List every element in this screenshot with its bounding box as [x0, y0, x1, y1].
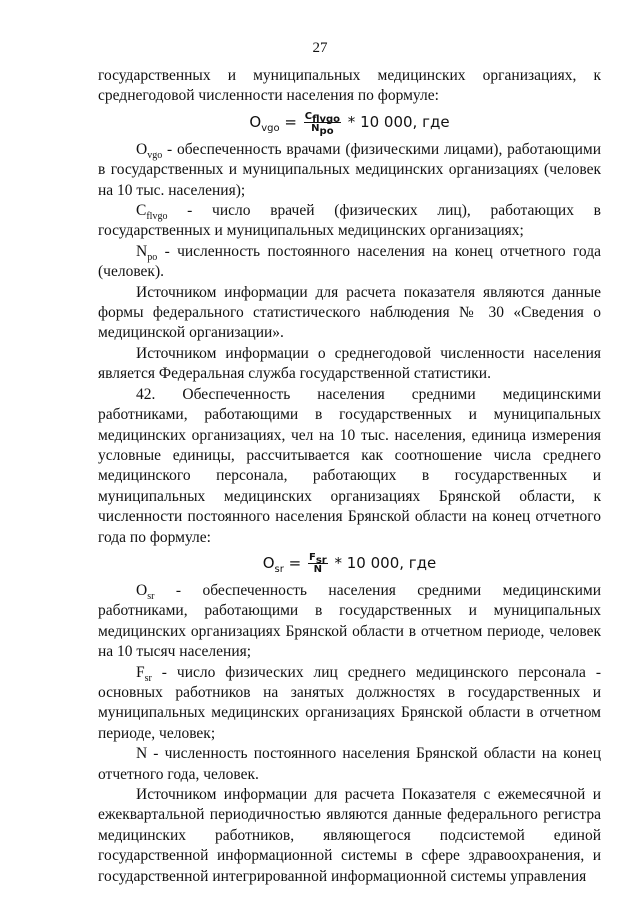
paragraph: государственных и муниципальных медицинских организациях, к среднегодовой численности населения по формуле:: [98, 67, 601, 105]
definition-npo: $N_{po}$ - численность постоянного населения на конец отчетного года (человек).: [98, 242, 601, 281]
page-number: 27: [312, 40, 328, 56]
fraction: $\frac{C_{flvgo}}{N_{po}}$: [304, 110, 341, 137]
paragraph: Источником информации для расчета показателя являются данные формы федерального статистического наблюдения № 30 «Сведения о медицинской организации».: [98, 283, 601, 342]
paragraph: Источником информации для расчета Показателя с ежемесячной и ежеквартальной периодичностью являются данные федерального регистра медицинских работников, являющегося подсистемой единой государственной информационной системы в сфере здравоохранения, и государственной интегрированной информационной системы управления: [98, 786, 601, 885]
paragraph: Источником информации о среднегодовой численности населения является Федеральная служба государственной статистики.: [98, 344, 601, 383]
paragraph-42: 42. Обеспеченность населения средними медицинскими работниками, работающими в государственных и муниципальных медицинских организациях, чел на 10 тыс. населения, единица измерения условные единицы, рассчитывается как соотношение числа среднего медицинского персонала, работающих в государственных и муниципальных медицинских организациях Брянской области, к численности постоянного населения Брянской области на конец отчетного года по формуле:: [98, 385, 601, 546]
definition-fsr: $F_{sr}$ - число физических лиц среднего медицинского персонала - основных работников на занятых должностях в государственных и муниципальных медицинских организациях Брянской области в отчетном периоде, человек;: [98, 663, 601, 742]
page-content: [98, 66, 601, 887]
definition-ovgo: $O_{vgo}$ - обеспеченность врачами (физическими лицами), работающими в государственных и муниципальных медицинских организациях (человек на 10 тыс. населения);: [98, 140, 601, 199]
definition-cflvgo: $C_{flvgo}$ - число врачей (физических лиц), работающих в государственных и муниципальных медицинских организациях;: [98, 202, 601, 240]
definition-n: N - численность постоянного населения Брянской области на конец отчетного года, человек.: [98, 745, 601, 783]
formula-osr: $O_{sr}$ = $\frac{F_{sr}}{N}$ * 10 000, где: [262, 551, 437, 575]
fraction: $\frac{F_{sr}}{N}$: [308, 551, 327, 575]
definition-osr: $O_{sr}$ - обеспеченность населения средними медицинскими работниками, работающими в государственных и муниципальных медицинских организациях Брянской области в отчетном периоде, человек на 10 тысяч населения;: [98, 581, 601, 661]
formula-ovgo: $O_{vgo}$ = $\frac{C_{flvgo}}{N_{po}}$ * 10 000, где: [249, 110, 450, 137]
